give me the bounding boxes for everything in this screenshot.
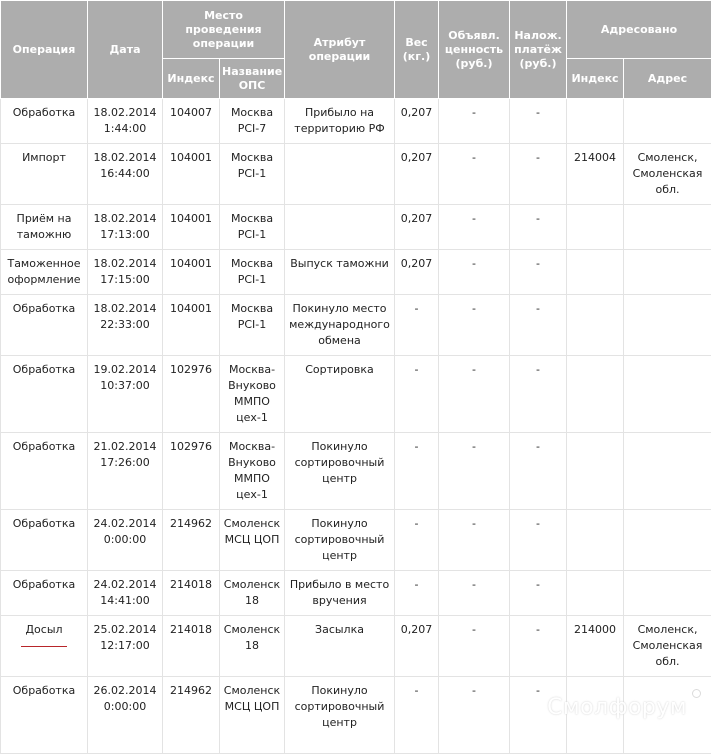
- cell-declared: -: [439, 433, 510, 510]
- cell-weight: -: [395, 433, 439, 510]
- header-attribute: Атрибут операции: [285, 1, 395, 99]
- header-place: Место проведения операции: [163, 1, 285, 59]
- cell-ops: Москва-Внуково ММПО цех-1: [220, 356, 285, 433]
- cell-ops: Смоленск 18: [220, 571, 285, 616]
- cell-addr-index: [567, 356, 624, 433]
- cell-attribute: Покинуло сортировочный центр: [285, 433, 395, 510]
- cell-index: 104001: [163, 250, 220, 295]
- cell-attribute: Покинуло место международного обмена: [285, 295, 395, 356]
- cell-date: 19.02.2014 10:37:00: [88, 356, 163, 433]
- cell-date: 18.02.2014 17:13:00: [88, 205, 163, 250]
- cell-ops: Москва PCI-1: [220, 295, 285, 356]
- cell-declared: -: [439, 250, 510, 295]
- cell-attribute: Покинуло сортировочный центр: [285, 677, 395, 754]
- cell-index: 102976: [163, 356, 220, 433]
- cell-attribute: Выпуск таможни: [285, 250, 395, 295]
- cell-weight: -: [395, 356, 439, 433]
- table-row: [1, 510, 711, 571]
- cell-addr-index: [567, 510, 624, 571]
- table-row: [1, 144, 711, 205]
- table-row: [1, 571, 711, 616]
- cell-cod: -: [510, 205, 567, 250]
- cell-ops: Смоленск 18: [220, 616, 285, 677]
- cell-ops: Москва-Внуково ММПО цех-1: [220, 433, 285, 510]
- cell-cod: -: [510, 510, 567, 571]
- cell-index: 104001: [163, 295, 220, 356]
- cell-operation: Обработка: [1, 677, 88, 754]
- cell-declared: -: [439, 205, 510, 250]
- cell-address: Смоленск, Смоленская обл.: [624, 144, 711, 205]
- table-row: [1, 205, 711, 250]
- cell-address: [624, 250, 711, 295]
- cell-operation: Приём на таможню: [1, 205, 88, 250]
- cell-addr-index: [567, 205, 624, 250]
- cell-attribute: Сортировка: [285, 356, 395, 433]
- cell-cod: -: [510, 99, 567, 144]
- cell-cod: -: [510, 433, 567, 510]
- header-place-index: Индекс: [163, 59, 220, 99]
- cell-date: 21.02.2014 17:26:00: [88, 433, 163, 510]
- cell-attribute: Покинуло сортировочный центр: [285, 510, 395, 571]
- cell-addr-index: [567, 433, 624, 510]
- cell-operation: Обработка: [1, 571, 88, 616]
- cell-index: 104001: [163, 144, 220, 205]
- cell-date: 26.02.2014 0:00:00: [88, 677, 163, 754]
- cell-declared: -: [439, 144, 510, 205]
- cell-index: 104007: [163, 99, 220, 144]
- header-declared-value: Объявл. ценность (руб.): [439, 1, 510, 99]
- table-row: [1, 356, 711, 433]
- cell-ops: Москва PCI-1: [220, 250, 285, 295]
- cell-declared: -: [439, 677, 510, 754]
- operation-link[interactable]: Досыл: [21, 622, 66, 647]
- cell-declared: -: [439, 356, 510, 433]
- cell-ops: Москва PCI-1: [220, 205, 285, 250]
- header-addressed: Адресовано: [567, 1, 711, 59]
- cell-address: [624, 510, 711, 571]
- cell-attribute: Прибыло в место вручения: [285, 571, 395, 616]
- watermark-text: Смолфорум: [547, 695, 687, 720]
- cell-date: 18.02.2014 16:44:00: [88, 144, 163, 205]
- cell-attribute: Засылка: [285, 616, 395, 677]
- cell-cod: -: [510, 356, 567, 433]
- cell-address: [624, 571, 711, 616]
- cell-date: 18.02.2014 1:44:00: [88, 99, 163, 144]
- cell-address: [624, 295, 711, 356]
- cell-cod: -: [510, 616, 567, 677]
- cell-declared: -: [439, 510, 510, 571]
- cell-addr-index: [567, 295, 624, 356]
- table-row: [1, 616, 711, 677]
- cell-weight: 0,207: [395, 99, 439, 144]
- cell-declared: -: [439, 99, 510, 144]
- cell-weight: -: [395, 510, 439, 571]
- cell-weight: 0,207: [395, 205, 439, 250]
- table-row: [1, 433, 711, 510]
- cell-cod: -: [510, 144, 567, 205]
- cell-address: [624, 433, 711, 510]
- cell-date: 25.02.2014 12:17:00: [88, 616, 163, 677]
- cell-address: [624, 205, 711, 250]
- cell-operation: Импорт: [1, 144, 88, 205]
- cell-address: Смоленск, Смоленская обл.: [624, 616, 711, 677]
- cell-addr-index: [567, 250, 624, 295]
- cell-addr-index: 214000: [567, 616, 624, 677]
- cell-declared: -: [439, 571, 510, 616]
- header-place-name: Название ОПС: [220, 59, 285, 99]
- cell-address: [624, 99, 711, 144]
- cell-address: [624, 356, 711, 433]
- cell-weight: 0,207: [395, 250, 439, 295]
- cell-operation: Обработка: [1, 99, 88, 144]
- cell-operation: Таможенное оформление: [1, 250, 88, 295]
- cell-cod: -: [510, 295, 567, 356]
- cell-index: 214962: [163, 510, 220, 571]
- cell-declared: -: [439, 295, 510, 356]
- cell-cod: -: [510, 677, 567, 754]
- header-cod: Налож. платёж (руб.): [510, 1, 567, 99]
- cell-date: 18.02.2014 17:15:00: [88, 250, 163, 295]
- cell-index: 104001: [163, 205, 220, 250]
- cell-operation: Обработка: [1, 295, 88, 356]
- cell-attribute: Прибыло на территорию РФ: [285, 99, 395, 144]
- header-addressed-address: Адрес: [624, 59, 711, 99]
- cell-operation: Обработка: [1, 433, 88, 510]
- cell-index: 214962: [163, 677, 220, 754]
- table-row: [1, 295, 711, 356]
- cell-date: 24.02.2014 14:41:00: [88, 571, 163, 616]
- table-row: [1, 250, 711, 295]
- cell-addr-index: [567, 571, 624, 616]
- cell-ops: Смоленск МСЦ ЦОП: [220, 510, 285, 571]
- header-weight: Вес (кг.): [395, 1, 439, 99]
- logo-dot-icon: [692, 689, 701, 698]
- cell-declared: -: [439, 616, 510, 677]
- table-row: [1, 99, 711, 144]
- watermark-logo: [547, 695, 687, 720]
- cell-cod: -: [510, 250, 567, 295]
- cell-weight: 0,207: [395, 144, 439, 205]
- cell-ops: Москва PCI-1: [220, 144, 285, 205]
- header-date: Дата: [88, 1, 163, 99]
- cell-date: 24.02.2014 0:00:00: [88, 510, 163, 571]
- cell-ops: Смоленск МСЦ ЦОП: [220, 677, 285, 754]
- cell-operation: Обработка: [1, 510, 88, 571]
- header-operation: Операция: [1, 1, 88, 99]
- cell-weight: -: [395, 295, 439, 356]
- cell-operation: [1, 616, 88, 677]
- cell-cod: -: [510, 571, 567, 616]
- cell-addr-index: 214004: [567, 144, 624, 205]
- cell-weight: -: [395, 571, 439, 616]
- cell-weight: -: [395, 677, 439, 754]
- cell-index: 214018: [163, 571, 220, 616]
- cell-index: 214018: [163, 616, 220, 677]
- cell-weight: 0,207: [395, 616, 439, 677]
- cell-attribute: [285, 205, 395, 250]
- cell-ops: Москва PCI-7: [220, 99, 285, 144]
- cell-operation: Обработка: [1, 356, 88, 433]
- cell-date: 18.02.2014 22:33:00: [88, 295, 163, 356]
- cell-attribute: [285, 144, 395, 205]
- cell-addr-index: [567, 99, 624, 144]
- header-addressed-index: Индекс: [567, 59, 624, 99]
- cell-index: 102976: [163, 433, 220, 510]
